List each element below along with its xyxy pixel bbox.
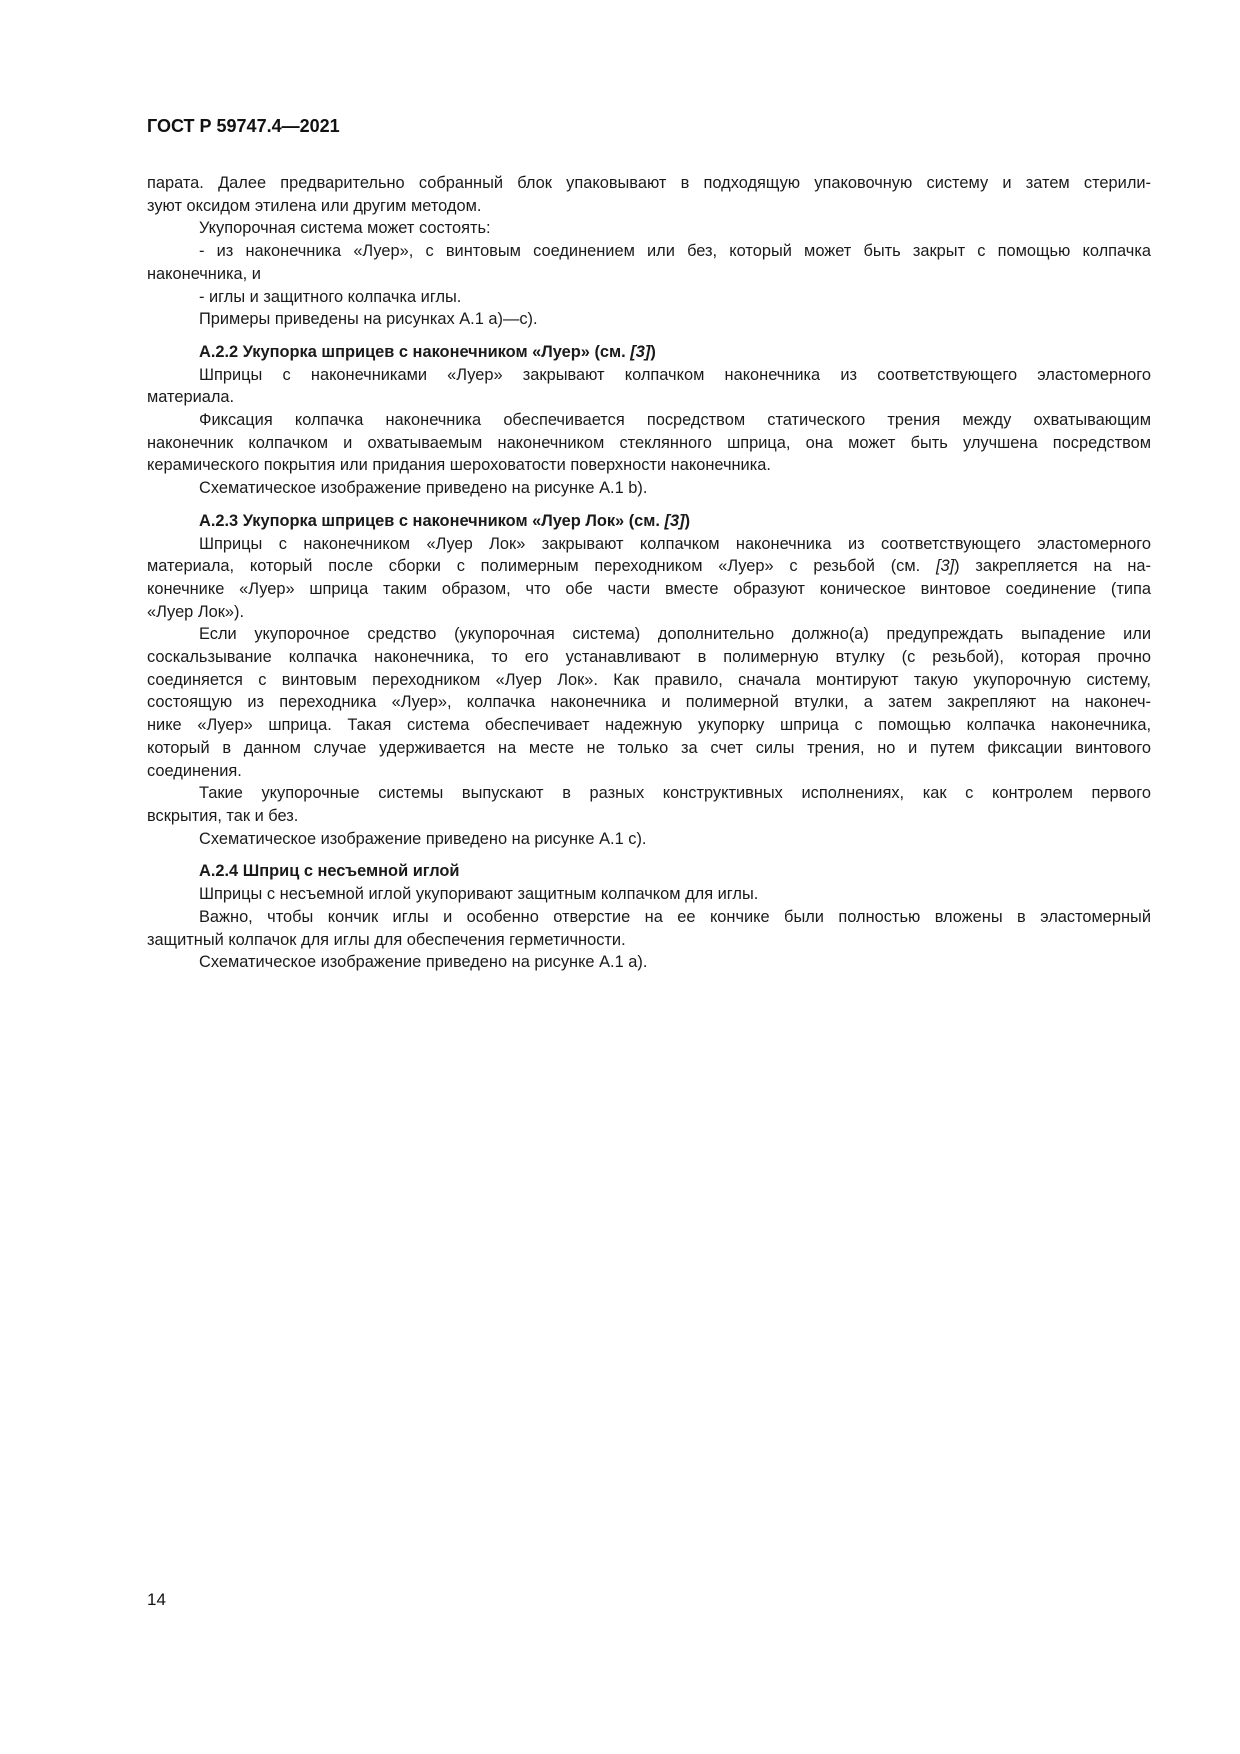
text-fragment: материала, который после сборки с полимерным переходником «Луер» с резьбой (см. (147, 557, 936, 576)
a22-paragraph-3: Схематическое изображение приведено на рисунке А.1 b). (199, 479, 648, 498)
intro-paragraph-3 (147, 240, 1151, 285)
page-number: 14 (147, 1590, 166, 1609)
text-line: Важно, чтобы кончик иглы и особенно отверстие на ее кончике были полностью вложены в эластомерный (199, 907, 1151, 926)
page-body (147, 172, 1151, 974)
a23-paragraph-1 (147, 533, 1151, 624)
text-line: нике «Луер» шприца. Такая система обеспечивает надежную укупорку шприца с помощью колпачка наконечника, (147, 716, 1151, 735)
reference-link: [3] (664, 511, 685, 530)
text-line: Если укупорочное средство (укупорочная система) дополнительно должно(а) предупреждать выпадение или (199, 625, 1151, 644)
heading-text: А.2.3 Укупорка шприцев с наконечником «Луер Лок» (см. (199, 511, 665, 530)
text-line: зуют оксидом этилена или другим методом. (147, 196, 482, 215)
intro-paragraph-5: Примеры приведены на рисунках А.1 a)—c). (199, 310, 538, 329)
text-line (147, 555, 1151, 578)
a24-paragraph-3: Схематическое изображение приведено на рисунке А.1 a). (199, 953, 648, 972)
heading-text: А.2.2 Укупорка шприцев с наконечником «Луер» (см. (199, 342, 631, 361)
text-line: Фиксация колпачка наконечника обеспечивается посредством статического трения между охватывающим (199, 411, 1151, 430)
text-fragment: ) закрепляется на на- (954, 557, 1151, 576)
document-header: ГОСТ Р 59747.4—2021 (147, 116, 340, 136)
heading-text-end: ) (650, 342, 656, 361)
text-line: вскрытия, так и без. (147, 806, 299, 825)
text-line: «Луер Лок»). (147, 602, 245, 621)
text-line: Шприцы с наконечниками «Луер» закрывают колпачком наконечника из соответствующего эластомерного (199, 365, 1151, 384)
text-line: соскальзывание колпачка наконечника, то его устанавливают в полимерную втулку (с резьбой), которая прочно (147, 648, 1151, 667)
text-line: наконечника, и (147, 264, 261, 283)
text-line: материала. (147, 388, 235, 407)
intro-paragraph-4: - иглы и защитного колпачка иглы. (199, 287, 462, 306)
text-line: конечнике «Луер» шприца таким образом, что обе части вместе образуют коническое винтовое соединение (типа (147, 579, 1151, 598)
a23-paragraph-3 (147, 782, 1151, 827)
a23-paragraph-2 (147, 623, 1151, 782)
text-line: который в данном случае удерживается на месте не только за счет силы трения, но и путем фиксации винтового (147, 738, 1151, 757)
a24-paragraph-1: Шприцы с несъемной иглой укупоривают защитным колпачком для иглы. (199, 885, 759, 904)
intro-paragraph-1 (147, 172, 1151, 217)
text-line: Шприцы с наконечником «Луер Лок» закрывают колпачком наконечника из соответствующего эластомерного (199, 534, 1151, 553)
heading-text-end: ) (684, 511, 691, 530)
text-line: парата. Далее предварительно собранный блок упаковывают в подходящую упаковочную систему и затем стерили- (147, 174, 1151, 192)
a22-paragraph-2 (147, 409, 1151, 477)
section-heading-a24: А.2.4 Шприц с несъемной иглой (199, 862, 460, 881)
text-line: соединяется с винтовым переходником «Луер Лок». Как правило, сначала монтируют такую укупорочную систему, (147, 670, 1151, 689)
text-line: керамического покрытия или придания шероховатости поверхности наконечника. (147, 456, 771, 475)
text-line: состоящую из переходника «Луер», колпачка наконечника и полимерной втулки, а затем закрепляют на наконеч- (147, 693, 1151, 712)
text-line: Такие укупорочные системы выпускают в разных конструктивных исполнениях, как с контролем первого (199, 784, 1151, 803)
a22-paragraph-1 (147, 364, 1151, 409)
section-heading-a23 (147, 510, 1151, 533)
a24-paragraph-2 (147, 906, 1151, 951)
a23-paragraph-4: Схематическое изображение приведено на рисунке А.1 c). (199, 829, 647, 848)
reference-link: [3] (630, 342, 651, 361)
text-line: соединения. (147, 761, 242, 780)
section-heading-a22 (147, 341, 1151, 364)
text-line: - из наконечника «Луер», с винтовым соединением или без, который может быть закрыт с помощью колпачка (199, 242, 1151, 261)
text-line: наконечник колпачком и охватываемым наконечником стеклянного шприца, она может быть улучшена посредством (147, 433, 1151, 452)
intro-paragraph-2: Укупорочная система может состоять: (199, 219, 491, 238)
reference-link: [3] (935, 557, 955, 576)
text-line: защитный колпачок для иглы для обеспечения герметичности. (147, 930, 626, 949)
